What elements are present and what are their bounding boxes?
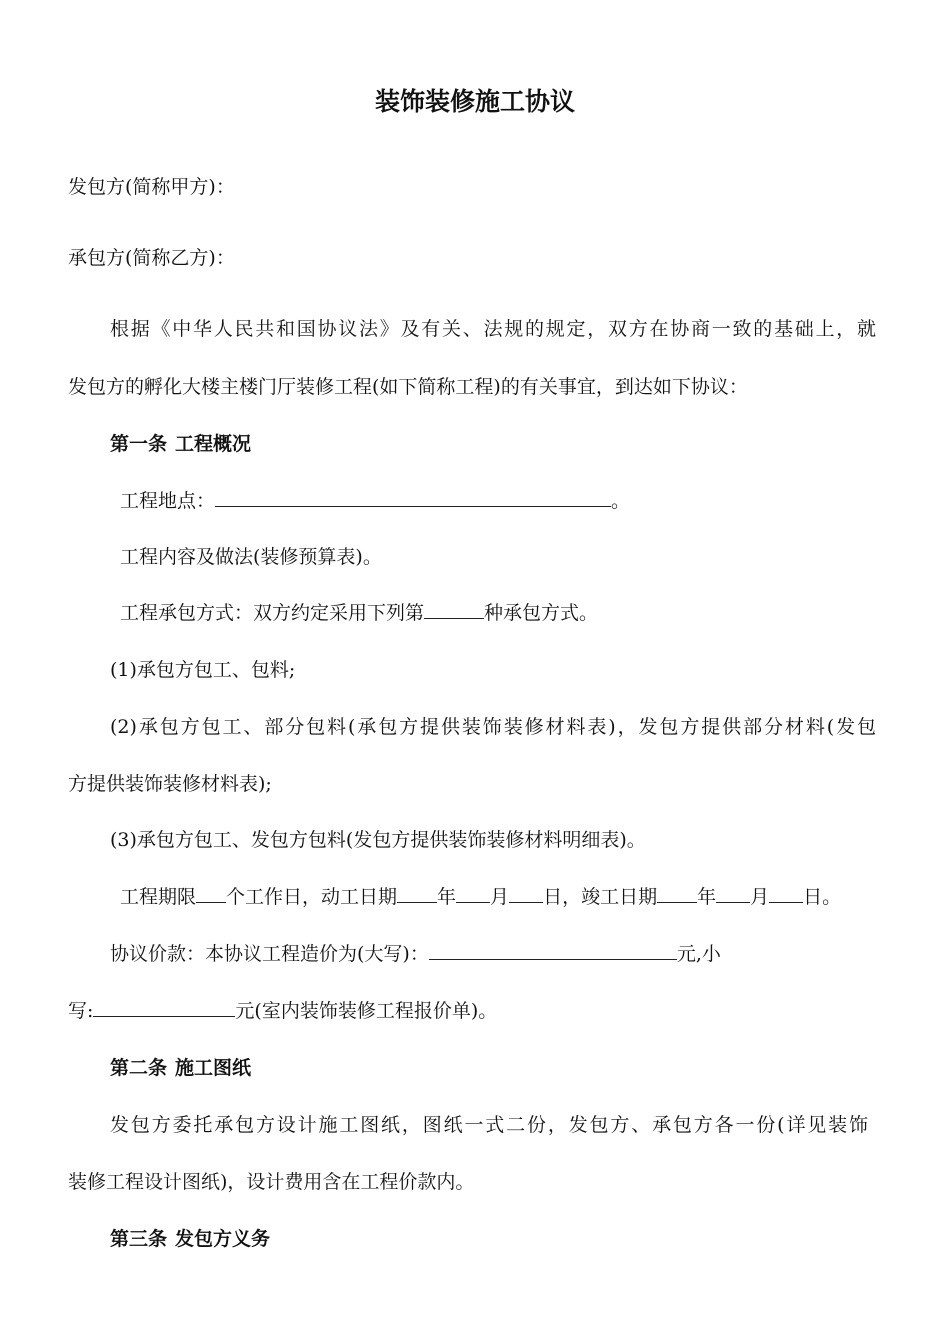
article-3-heading	[110, 1227, 270, 1251]
period-text-5: 日，竣工日期	[543, 886, 658, 908]
article-2-name: 施工图纸	[175, 1057, 252, 1079]
content-line: 工程内容及做法(装修预算表)。	[120, 546, 382, 568]
method-post: 种承包方式。	[484, 602, 599, 624]
option-2-line-1: (2)承包方包工、部分包料(承包方提供装饰装修材料表)，发包方提供部分材料(发包	[110, 716, 876, 738]
start-day-blank[interactable]	[509, 885, 543, 903]
article-1-name: 工程概况	[175, 433, 252, 455]
method-pre: 工程承包方式：双方约定采用下列第	[120, 602, 425, 624]
period-line	[120, 885, 841, 909]
party-b-line: 承包方(简称乙方)：	[68, 247, 235, 269]
period-text-4: 月	[490, 886, 510, 908]
article-2-line-1: 发包方委托承包方设计施工图纸，图纸一式二份，发包方、承包方各一份(详见装饰	[110, 1114, 868, 1136]
location-label: 工程地点：	[120, 490, 216, 512]
price-numeric-blank[interactable]	[93, 999, 235, 1017]
intro-line-1: 根据《中华人民共和国协议法》及有关、法规的规定，双方在协商一致的基础上，就	[110, 318, 876, 340]
location-line	[120, 489, 630, 513]
article-1-number: 第一条	[110, 433, 168, 455]
price-small-post: 元(室内装饰装修工程报价单)。	[235, 1000, 498, 1022]
document-title: 装饰装修施工协议	[374, 87, 575, 116]
end-month-blank[interactable]	[716, 885, 750, 903]
method-blank[interactable]	[424, 601, 484, 619]
article-2-heading	[110, 1056, 251, 1080]
period-text-3: 年	[437, 886, 457, 908]
method-line	[120, 601, 598, 625]
article-2-number: 第二条	[110, 1057, 168, 1079]
end-year-blank[interactable]	[657, 885, 697, 903]
start-year-blank[interactable]	[397, 885, 437, 903]
location-blank[interactable]	[215, 489, 611, 507]
price-uppercase-blank[interactable]	[429, 942, 677, 960]
end-day-blank[interactable]	[769, 885, 803, 903]
party-a-line: 发包方(简称甲方)：	[68, 176, 235, 198]
period-days-blank[interactable]	[196, 885, 226, 903]
start-month-blank[interactable]	[456, 885, 490, 903]
period-text-1: 工程期限	[120, 886, 197, 908]
intro-line-2: 发包方的孵化大楼主楼门厅装修工程(如下简称工程)的有关事宜，到达如下协议：	[68, 376, 748, 398]
option-1: (1)承包方包工、包料;	[110, 659, 296, 681]
price-line-2	[68, 999, 497, 1023]
option-2-line-2: 方提供装饰装修材料表);	[68, 773, 272, 795]
article-1-heading	[110, 432, 251, 456]
period-text-6: 年	[697, 886, 717, 908]
article-2-line-2: 装修工程设计图纸)，设计费用含在工程价款内。	[68, 1171, 475, 1193]
article-3-number: 第三条	[110, 1228, 168, 1250]
price-post: 元,小	[676, 943, 721, 965]
price-small-pre: 写:	[68, 1000, 94, 1022]
price-line-1	[110, 942, 721, 966]
period-text-2: 个工作日，动工日期	[226, 886, 398, 908]
period-text-8: 日。	[803, 886, 842, 908]
price-pre: 协议价款：本协议工程造价为(大写)：	[110, 943, 429, 965]
location-end: 。	[611, 490, 631, 512]
option-3: (3)承包方包工、发包方包料(发包方提供装饰装修材料明细表)。	[110, 829, 646, 851]
period-text-7: 月	[750, 886, 770, 908]
article-3-name: 发包方义务	[175, 1228, 271, 1250]
